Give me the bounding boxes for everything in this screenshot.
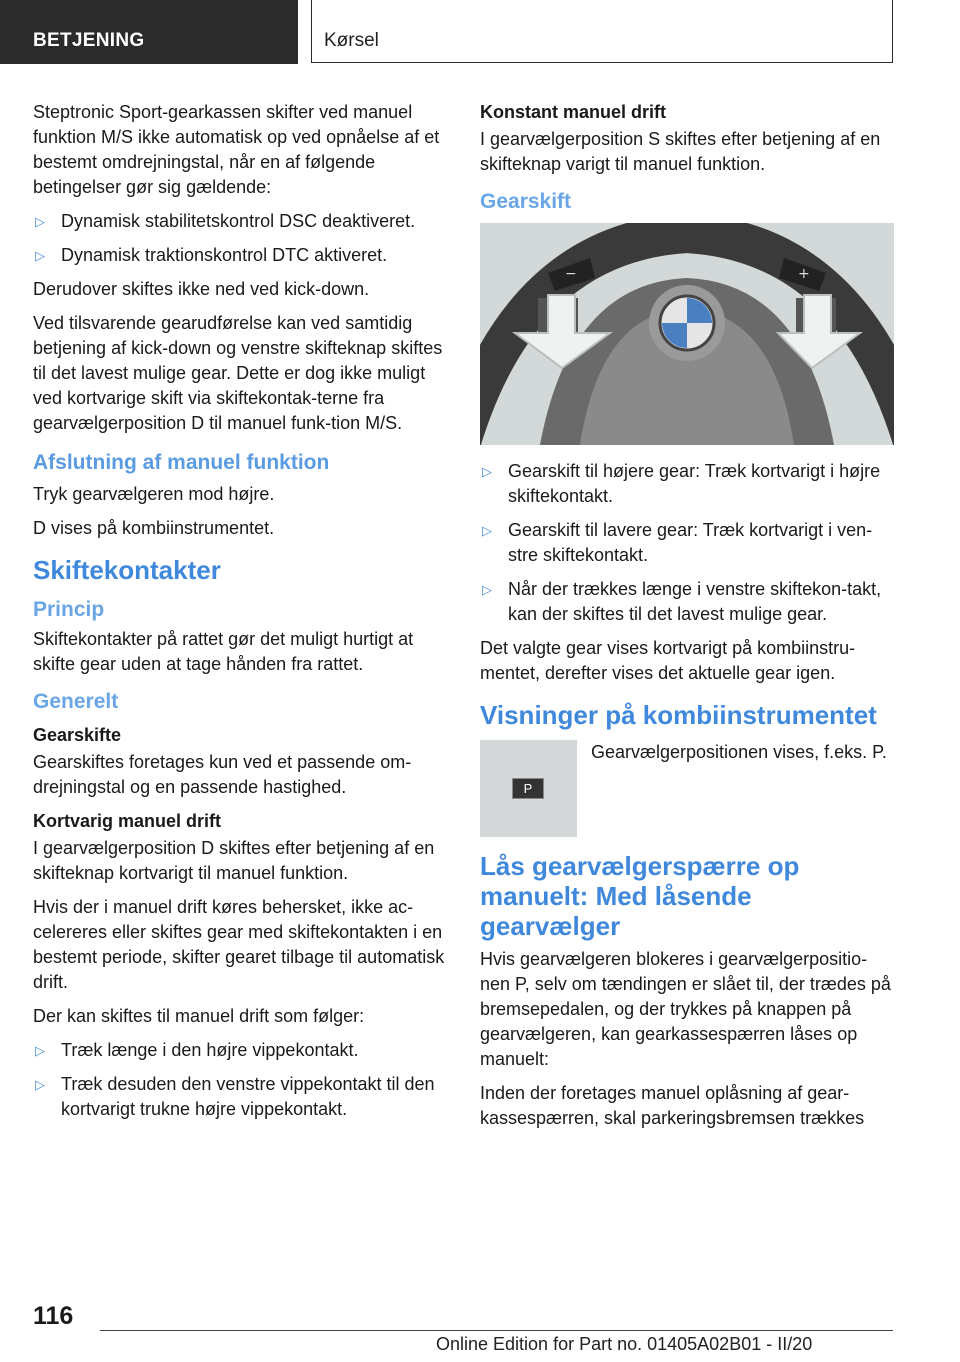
paragraph-afslut-1: Tryk gearvælgeren mod højre. <box>33 484 275 504</box>
heading-generelt: Generelt <box>33 690 119 713</box>
heading-laas: Lås gearvælgerspærre op manuelt: Med låsende gearvælger <box>480 851 800 941</box>
list-item <box>33 1072 447 1122</box>
paragraph-der: Der kan skiftes til manuel drift som følger: <box>33 1006 365 1026</box>
list-item-text: Gearskift til højere gear: Træk kortvarigt i højre skiftekontakt. <box>508 461 881 506</box>
left-column <box>33 100 447 1131</box>
list-item-text: Når der trækkes længe i venstre skiftekon-takt, kan der skiftes til det lavest mulige gear. <box>508 579 882 624</box>
display-caption: Gearvælgerpositionen vises, f.eks. P. <box>591 742 887 762</box>
heading-skiftekontakter: Skiftekontakter <box>33 555 221 585</box>
list-item <box>33 243 447 268</box>
gear-p-symbol: P <box>512 778 544 799</box>
paragraph-afslut-2: D vises på kombiinstrumentet. <box>33 518 275 538</box>
page-number: 116 <box>33 1302 74 1330</box>
chapter-title: Kørsel <box>324 30 379 51</box>
heading-afslutning: Afslutning af manuel funktion <box>33 451 330 474</box>
list-item-text: Træk desuden den venstre vippekontakt til den kortvarigt trukne højre vippekontakt. <box>61 1074 435 1119</box>
heading-gearskift: Gearskift <box>480 190 572 213</box>
instrument-display-image <box>480 740 577 837</box>
heading-princip: Princip <box>33 598 105 621</box>
list-item-text: Dynamisk traktionskontrol DTC aktiveret. <box>61 245 388 265</box>
paddle-plus-label: + <box>798 266 810 282</box>
list-item <box>33 209 447 234</box>
paragraph-princip: Skiftekontakter på rattet gør det muligt hurtigt at skifte gear uden at tage hånden fra rattet. <box>33 629 414 674</box>
bullet-triangle-icon: ▷ <box>35 1077 45 1092</box>
list-item <box>480 577 894 627</box>
paragraph-laas-2: Inden der foretages manuel oplåsning af gear-kassespærren, skal parkeringsbremsen trækkes <box>480 1083 865 1128</box>
right-column <box>480 100 894 1140</box>
list-item <box>33 1038 447 1063</box>
paragraph-kortvarig: I gearvælgerposition D skiftes efter betjening af en skifteknap kortvarigt til manuel funktion. <box>33 838 435 883</box>
list-item-text: Træk længe i den højre vippekontakt. <box>61 1040 359 1060</box>
paddle-minus-label: − <box>565 266 577 282</box>
list-item-text: Gearskift til lavere gear: Træk kortvarigt i ven-stre skiftekontakt. <box>508 520 873 565</box>
bullet-triangle-icon: ▷ <box>35 248 45 263</box>
bullet-triangle-icon: ▷ <box>482 464 492 479</box>
list-item-text: Dynamisk stabilitetskontrol DSC deaktiveret. <box>61 211 416 231</box>
steering-wheel-svg <box>480 223 894 445</box>
list-item <box>480 518 894 568</box>
list-item <box>480 459 894 509</box>
chapter-tab <box>311 0 893 63</box>
paragraph-laas-1: Hvis gearvælgeren blokeres i gearvælgerpositio-nen P, selv om tændingen er slået til, der trædes på bremsepedalen, og der trykkes på knappen på gearvælgeren, kan gearkassespærren låses op manuelt: <box>480 949 891 1069</box>
bullet-triangle-icon: ▷ <box>482 523 492 538</box>
footer-edition: Online Edition for Part no. 01405A02B01 - II/20 <box>436 1334 813 1354</box>
steering-wheel-illustration <box>480 223 894 445</box>
heading-visninger: Visninger på kombiinstrumentet <box>480 700 877 730</box>
heading-kortvarig: Kortvarig manuel drift <box>33 811 222 831</box>
bullet-triangle-icon: ▷ <box>35 1043 45 1058</box>
paragraph-intro: Steptronic Sport-gearkassen skifter ved manuel funktion M/S ikke automatisk op ved opnåelse af et bestemt omdrejningstal, når en af følgende betingelser gør sig gældende: <box>33 102 440 197</box>
paragraph-gearskifte: Gearskiftes foretages kun ved et passende om-drejningstal og en passende hastighed. <box>33 752 412 797</box>
heading-gearskifte: Gearskifte <box>33 725 122 745</box>
paragraph-kickdown: Derudover skiftes ikke ned ved kick-down. <box>33 279 370 299</box>
heading-konstant: Konstant manuel drift <box>480 102 667 122</box>
display-example <box>480 740 894 837</box>
paragraph-vises: Det valgte gear vises kortvarigt på kombiinstru-mentet, derefter vises det aktuelle gear igen. <box>480 638 856 683</box>
paragraph-hvis: Hvis der i manuel drift køres behersket, ikke ac-celereres eller skiftes gear med skiftekontakten i en bestemt periode, skifter gearet tilbage til automatisk drift. <box>33 897 445 992</box>
paragraph-konstant: I gearvælgerposition S skiftes efter betjening af en skifteknap varigt til manuel funktion. <box>480 129 881 174</box>
footer-divider <box>100 1330 893 1331</box>
section-tab <box>0 0 298 64</box>
bullet-triangle-icon: ▷ <box>482 582 492 597</box>
bullet-triangle-icon: ▷ <box>35 214 45 229</box>
section-title: BETJENING <box>33 30 145 51</box>
paragraph-lowest-gear: Ved tilsvarende gearudførelse kan ved samtidig betjening af kick-down og venstre skifteknap skiftes til det lavest mulige gear. Dette er dog ikke muligt ved kortvarige skift via skiftekontak-terne fra gearvælgerposition D til manuel funk-tion M/S. <box>33 313 443 433</box>
